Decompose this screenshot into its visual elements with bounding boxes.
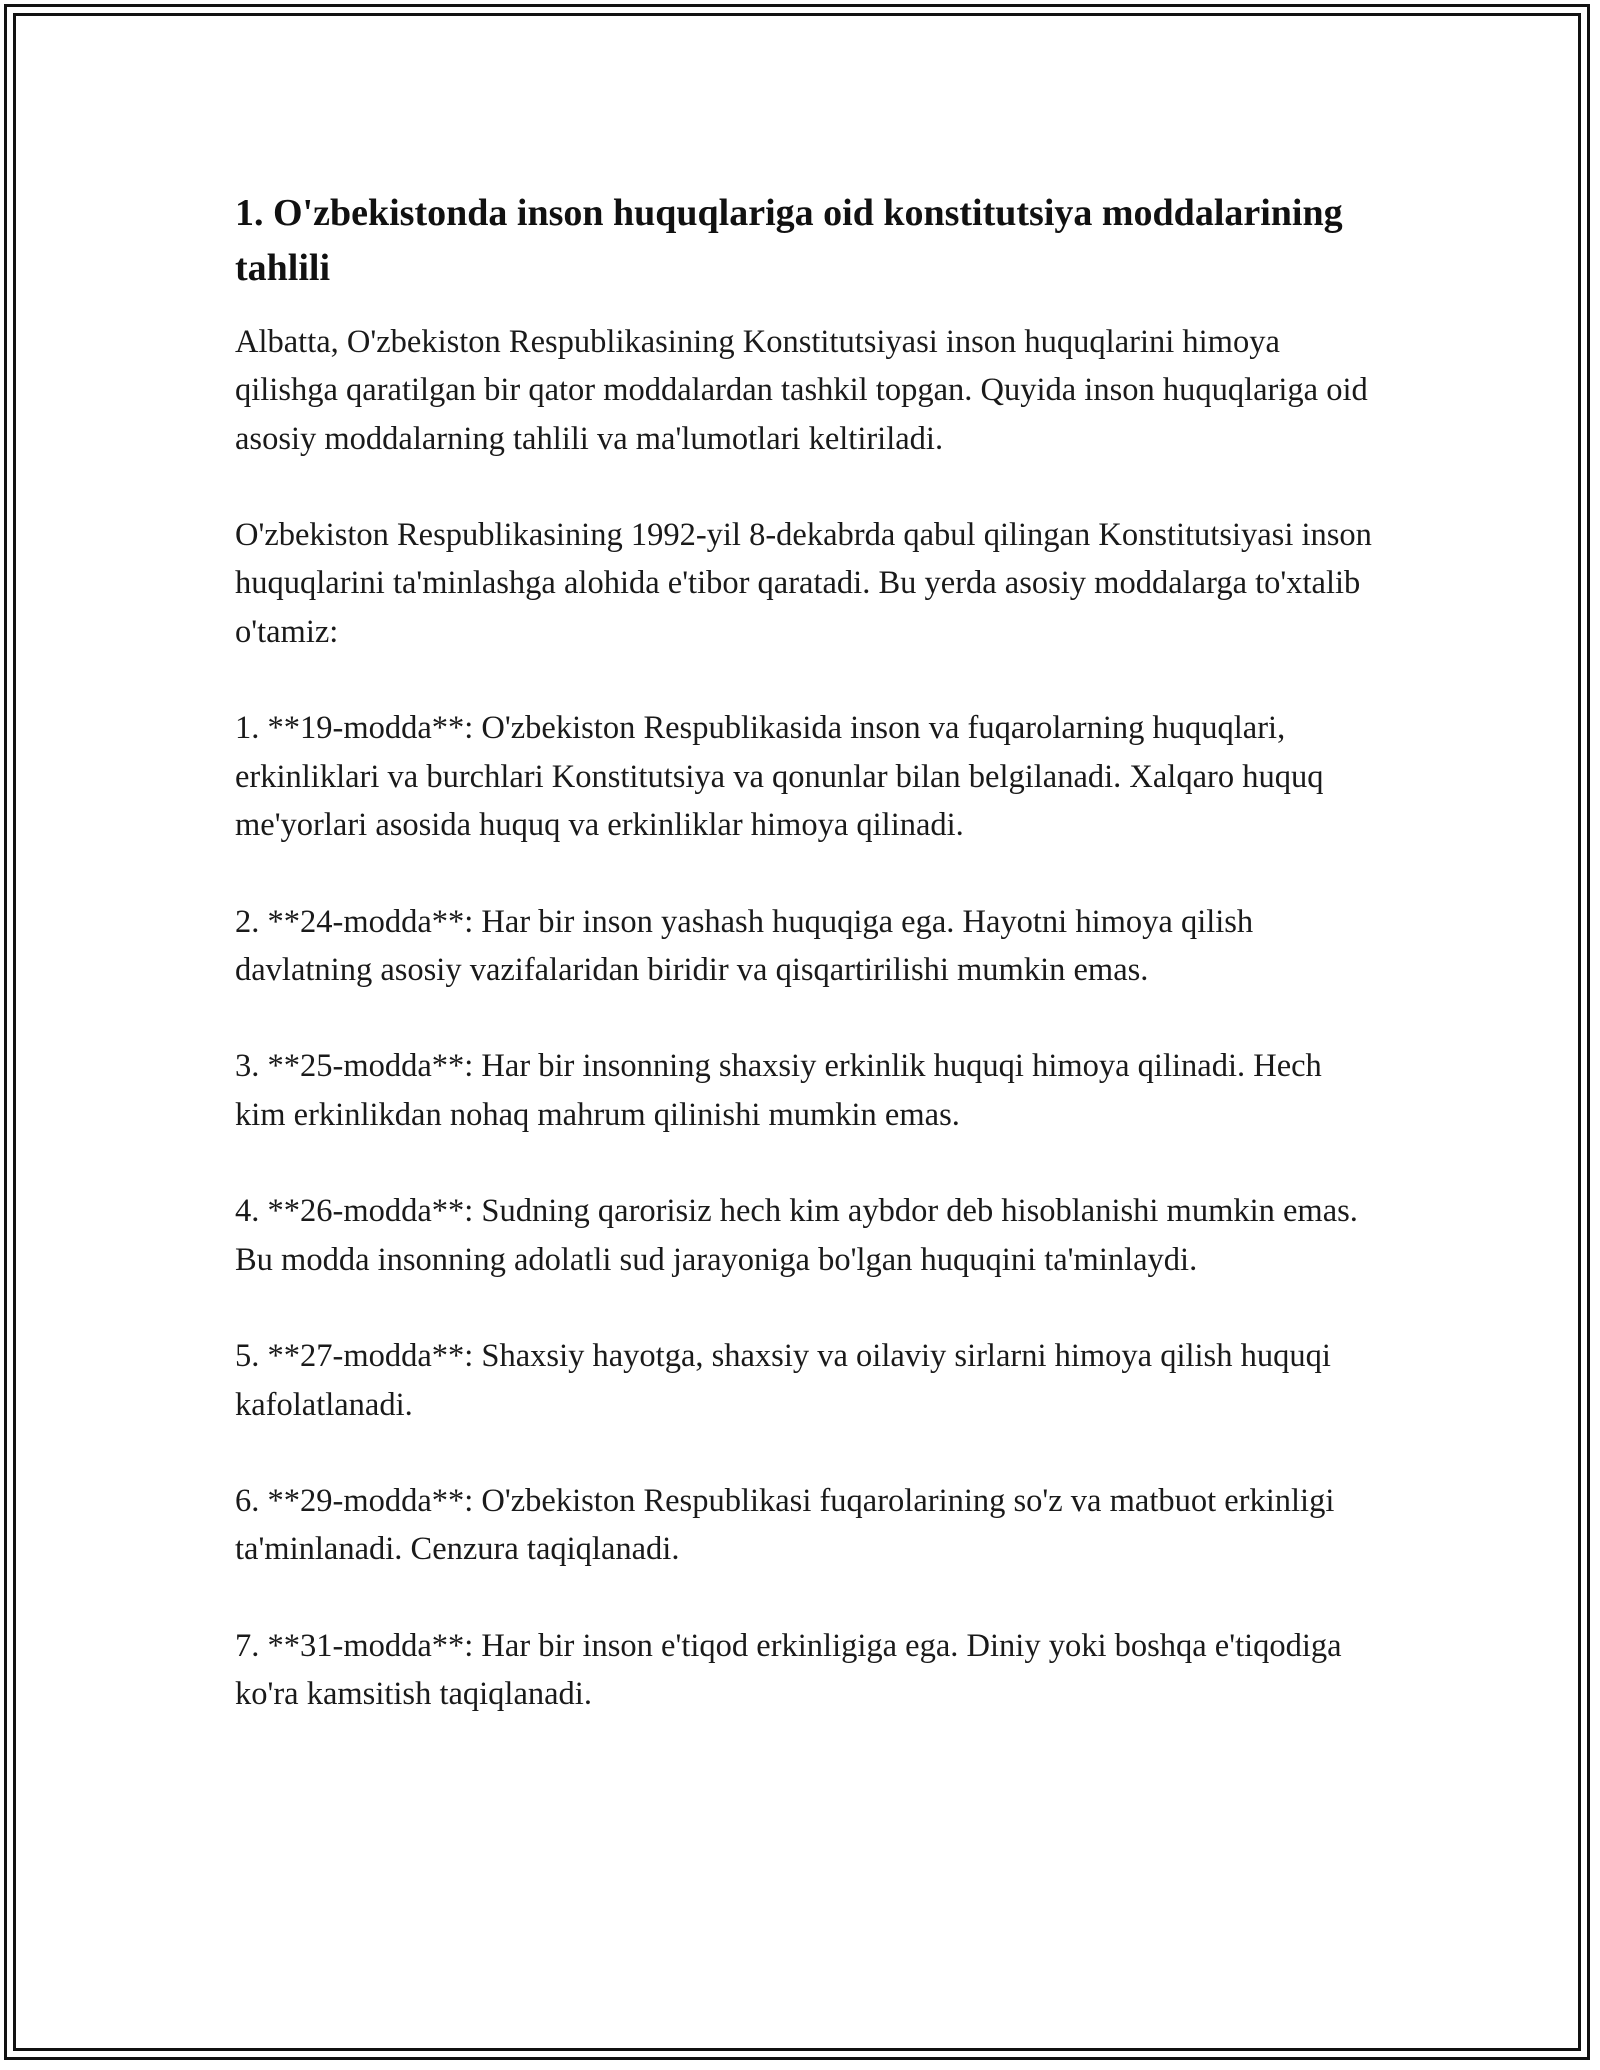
document-body [235,186,1375,1719]
article-27-paragraph: 5. **27-modda**: Shaxsiy hayotga, shaxsiy va oilaviy sirlarni himoya qilish huquqi kafolatlanadi. [235,1338,1331,1423]
article-19-paragraph: 1. **19-modda**: O'zbekiston Respublikasida inson va fuqarolarning huquqlari, erkinliklari va burchlari Konstitutsiya va qonunlar bilan belgilanadi. Xalqaro huquq me'yorlari asosida huquq va erkinliklar himoya qilinadi. [235,710,1324,843]
context-paragraph: O'zbekiston Respublikasining 1992-yil 8-dekabrda qabul qilingan Konstitutsiyasi inson huquqlarini ta'minlashga alohida e'tibor qaratadi. Bu yerda asosiy moddalarga to'xtalib o'tamiz: [235,517,1372,650]
article-29-paragraph: 6. **29-modda**: O'zbekiston Respublikasi fuqarolarining so'z va matbuot erkinligi ta'minlanadi. Cenzura taqiqlanadi. [235,1483,1335,1568]
document-title: 1. O'zbekistonda inson huquqlariga oid konstitutsiya moddalarining tahlili [235,192,1343,289]
article-24-paragraph: 2. **24-modda**: Har bir inson yashash huquqiga ega. Hayotni himoya qilish davlatning asosiy vazifalaridan biridir va qisqartirilishi mumkin emas. [235,903,1254,988]
article-26-paragraph: 4. **26-modda**: Sudning qarorisiz hech kim aybdor deb hisoblanishi mumkin emas. Bu modda insonning adolatli sud jarayoniga bo'lgan huquqini ta'minlaydi. [235,1193,1358,1278]
article-31-paragraph: 7. **31-modda**: Har bir inson e'tiqod erkinligiga ega. Diniy yoki boshqa e'tiqodiga ko'ra kamsitish taqiqlanadi. [235,1628,1342,1713]
article-25-paragraph: 3. **25-modda**: Har bir insonning shaxsiy erkinlik huquqi himoya qilinadi. Hech kim erkinlikdan nohaq mahrum qilinishi mumkin emas. [235,1048,1322,1133]
intro-paragraph: Albatta, O'zbekiston Respublikasining Konstitutsiyasi inson huquqlarini himoya qilishga qaratilgan bir qator moddalardan tashkil topgan. Quyida inson huquqlariga oid asosiy moddalarning tahlili va ma'lumotlari keltiriladi. [235,324,1368,457]
